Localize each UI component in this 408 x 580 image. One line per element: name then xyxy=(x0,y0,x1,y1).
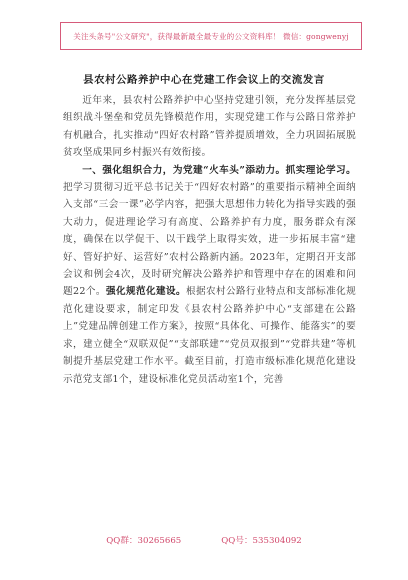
section1-heading: 一、强化组织合力，为党建“火车头”添动力。 xyxy=(82,164,286,176)
footer-contact xyxy=(0,534,408,546)
promo-banner xyxy=(60,22,362,50)
document-body xyxy=(63,92,356,388)
page-title: 县农村公路养护中心在党建工作会议上的交流发言 xyxy=(83,74,325,86)
sub2-heading: 强化规范化建设。 xyxy=(105,286,186,298)
intro-paragraph: 近年来，县农村公路养护中心坚持党建引领，充分发挥基层党组织战斗堡垒和党员先锋模范作用，实现党建工作与公路日常养护有机融合，扎实推动“四好农村路”管养提质增效，全力巩固拓展脱贫攻坚成果同乡村振兴有效衔接。 xyxy=(63,95,356,159)
footer-qq-group: QQ群：30265665 xyxy=(106,536,182,546)
promo-banner-text: 关注头条号"公文研究"，获得最新最全最专业的公文资料库！ 微信：gongwenyj xyxy=(73,31,349,41)
section1-paragraph xyxy=(63,162,356,388)
sub1-heading: 抓实理论学习。 xyxy=(285,164,356,176)
sub1-text: 把学习贯彻习近平总书记关于“四好农村路”的重要指示精神全面纳入支部“三会一课”必学内容，把强大思想伟力转化为指导实践的强大动力，促进理论学习有高度、公路养护有力度，服务群众有深度，确保在以学促干、以干践学上取得实效，进一步拓展丰富“建好、管好护好、运营好”农村公路新内涵。2023年，定期召开支部会议和例会4次，及时研究解决公路养护和管理中存在的困难和问题22个。 xyxy=(63,182,356,298)
sub2-text: 根据农村公路行业特点和支部标准化规范化建设要求，制定印发《县农村公路养护中心“支部建在公路上”党建品牌创建工作方案》，按照“具体化、可操作、能落实”的要求，建立健全“双联双促”“支部联建”“党员双报到”“党群共建”等机制提升基层党建工作水平。截至目前，打造市级标准化规范化建设示范党支部1个，建设标准化党员活动室1个，完善 xyxy=(63,286,356,385)
footer-qq-number: QQ号：535304092 xyxy=(221,536,302,546)
